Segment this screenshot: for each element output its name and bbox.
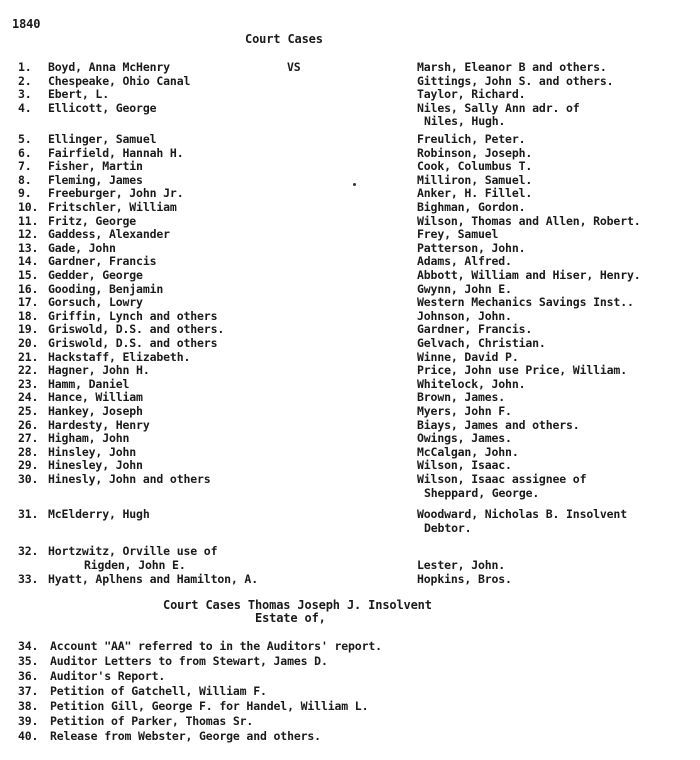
case-number: 13. [18, 240, 39, 255]
case-plaintiff: Ellicott, George [48, 100, 157, 115]
case-number: 30. [18, 472, 39, 486]
item-number: 40. [18, 729, 39, 743]
case-plaintiff: Gorsuch, Lowry [48, 295, 143, 310]
item-text: Petition of Parker, Thomas Sr. [50, 714, 254, 728]
document-title: Court Cases [245, 32, 323, 46]
case-plaintiff: Freeburger, John Jr. [48, 186, 184, 201]
case-defendant: Niles, Sally Ann adr. of [417, 100, 580, 115]
case-plaintiff: Hackstaff, Elizabeth. [48, 349, 191, 364]
case-defendant: Milliron, Samuel. [417, 172, 533, 187]
case-plaintiff: Fairfield, Hannah H. [48, 145, 184, 160]
estate-document-item [0, 699, 700, 714]
case-defendant-continued: Lester, John. [417, 557, 506, 572]
case-defendant: Whitelock, John. [417, 376, 526, 391]
case-number: 22. [18, 363, 39, 378]
estate-document-item [0, 639, 700, 654]
item-number: 38. [18, 699, 39, 713]
case-number: 28. [18, 444, 39, 459]
case-plaintiff: Ellinger, Samuel [48, 132, 157, 146]
case-plaintiff: Higham, John [48, 431, 130, 446]
case-plaintiff: McElderry, Hugh [48, 507, 150, 522]
case-number: 14. [18, 254, 39, 269]
case-defendant-continued: Debtor. [424, 520, 472, 535]
case-defendant: Brown, James. [417, 390, 506, 405]
item-text: Account "AA" referred to in the Auditors' report. [50, 639, 382, 653]
case-defendant: Woodward, Nicholas B. Insolvent [417, 507, 627, 522]
section2-title: Court Cases Thomas Joseph J. Insolvent [163, 598, 432, 612]
case-defendant: Adams, Alfred. [417, 254, 512, 269]
item-number: 36. [18, 669, 39, 683]
case-number: 8. [18, 172, 32, 187]
item-text: Auditor's Report. [50, 669, 166, 683]
case-defendant: Hopkins, Bros. [417, 571, 512, 586]
case-plaintiff: Hankey, Joseph [48, 404, 143, 418]
item-text: Release from Webster, George and others. [50, 729, 321, 743]
document-year: 1840 [12, 17, 41, 31]
case-defendant-continued: Sheppard, George. [424, 485, 540, 500]
case-number: 11. [18, 213, 39, 228]
case-plaintiff: Boyd, Anna McHenry [48, 60, 170, 74]
case-plaintiff: Fisher, Martin [48, 159, 143, 174]
case-defendant-continued: Niles, Hugh. [424, 114, 506, 129]
case-number: 1. [18, 60, 32, 74]
case-defendant: Myers, John F. [417, 404, 512, 418]
case-number: 24. [18, 390, 39, 405]
case-number: 7. [18, 159, 32, 174]
case-defendant: Bighman, Gordon. [417, 200, 526, 214]
case-number: 23. [18, 376, 39, 391]
stray-mark [353, 183, 356, 186]
case-defendant: Gelvach, Christian. [417, 336, 546, 350]
case-number: 15. [18, 268, 39, 282]
case-number: 9. [18, 186, 32, 201]
case-defendant: Frey, Samuel [417, 227, 499, 242]
case-plaintiff: Hinsley, John [48, 444, 137, 459]
case-number: 26. [18, 417, 39, 432]
case-plaintiff: Fritschler, William [48, 200, 177, 214]
case-number: 20. [18, 336, 39, 350]
case-defendant: Cook, Columbus T. [417, 159, 533, 174]
case-plaintiff: Hinesly, John and others [48, 472, 211, 486]
case-plaintiff: Ebert, L. [48, 87, 109, 102]
estate-document-item [0, 714, 700, 729]
case-defendant: Gittings, John S. and others. [417, 73, 614, 88]
item-text: Auditor Letters to from Stewart, James D. [50, 654, 328, 668]
case-number: 33. [18, 571, 39, 586]
case-plaintiff: Hortzwitz, Orville use of [48, 544, 218, 559]
case-defendant: Wilson, Thomas and Allen, Robert. [417, 213, 641, 228]
case-number: 19. [18, 322, 39, 337]
case-number: 21. [18, 349, 39, 364]
item-number: 37. [18, 684, 39, 698]
case-plaintiff: Griffin, Lynch and others [48, 308, 218, 323]
item-number: 35. [18, 654, 39, 668]
case-number: 32. [18, 544, 39, 559]
item-number: 39. [18, 714, 39, 728]
case-defendant: Gwynn, John E. [417, 281, 512, 296]
case-plaintiff: Gardner, Francis [48, 254, 157, 269]
case-plaintiff: Chespeake, Ohio Canal [48, 73, 191, 88]
item-text: Petition of Gatchell, William F. [50, 684, 267, 698]
item-text: Petition Gill, George F. for Handel, William L. [50, 699, 369, 713]
estate-document-item [0, 729, 700, 744]
case-number: 17. [18, 295, 39, 310]
case-plaintiff: Hamm, Daniel [48, 376, 130, 391]
case-number: 10. [18, 200, 39, 214]
case-number: 4. [18, 100, 32, 115]
case-plaintiff: Fritz, George [48, 213, 137, 228]
case-defendant: Gardner, Francis. [417, 322, 533, 337]
case-defendant: McCalgan, John. [417, 444, 519, 459]
estate-document-item [0, 684, 700, 699]
estate-document-item [0, 669, 700, 684]
section2-subtitle: Estate of, [255, 611, 326, 625]
case-defendant: Winne, David P. [417, 349, 519, 364]
case-plaintiff-continued: Rigden, John E. [84, 557, 186, 572]
case-defendant: Marsh, Eleanor B and others. [417, 60, 607, 74]
case-plaintiff: Gaddess, Alexander [48, 227, 170, 242]
case-defendant: Anker, H. Fillel. [417, 186, 533, 201]
case-number: 29. [18, 458, 39, 473]
case-plaintiff: Hagner, John H. [48, 363, 150, 378]
case-plaintiff: Hance, William [48, 390, 143, 405]
case-plaintiff: Gedder, George [48, 268, 143, 282]
case-number: 27. [18, 431, 39, 446]
case-defendant: Taylor, Richard. [417, 87, 526, 102]
case-defendant: Freulich, Peter. [417, 132, 526, 146]
case-number: 2. [18, 73, 32, 88]
item-number: 34. [18, 639, 39, 653]
estate-document-item [0, 654, 700, 669]
case-plaintiff: Gooding, Benjamin [48, 281, 164, 296]
case-defendant: Wilson, Isaac. [417, 458, 512, 473]
case-defendant: Patterson, John. [417, 240, 526, 255]
case-plaintiff: Griswold, D.S. and others. [48, 322, 225, 337]
case-number: 16. [18, 281, 39, 296]
versus-label: VS [287, 60, 301, 74]
case-number: 6. [18, 145, 32, 160]
case-number: 25. [18, 404, 39, 418]
case-defendant: Johnson, John. [417, 308, 512, 323]
case-defendant: Owings, James. [417, 431, 512, 446]
case-number: 18. [18, 308, 39, 323]
case-defendant: Price, John use Price, William. [417, 363, 627, 378]
case-plaintiff: Hyatt, Aplhens and Hamilton, A. [48, 571, 258, 586]
case-number: 12. [18, 227, 39, 242]
case-defendant: Robinson, Joseph. [417, 145, 533, 160]
case-number: 31. [18, 507, 39, 522]
case-plaintiff: Gade, John [48, 240, 116, 255]
case-number: 5. [18, 132, 32, 146]
case-defendant: Abbott, William and Hiser, Henry. [417, 268, 641, 282]
case-defendant: Western Mechanics Savings Inst.. [417, 295, 634, 310]
case-plaintiff: Griswold, D.S. and others [48, 336, 218, 350]
estate-document-list [0, 639, 700, 744]
case-plaintiff: Hardesty, Henry [48, 417, 150, 432]
case-defendant: Biays, James and others. [417, 417, 580, 432]
case-plaintiff: Hinesley, John [48, 458, 143, 473]
case-plaintiff: Fleming, James [48, 172, 143, 187]
case-defendant: Wilson, Isaac assignee of [417, 472, 587, 486]
case-number: 3. [18, 87, 32, 102]
